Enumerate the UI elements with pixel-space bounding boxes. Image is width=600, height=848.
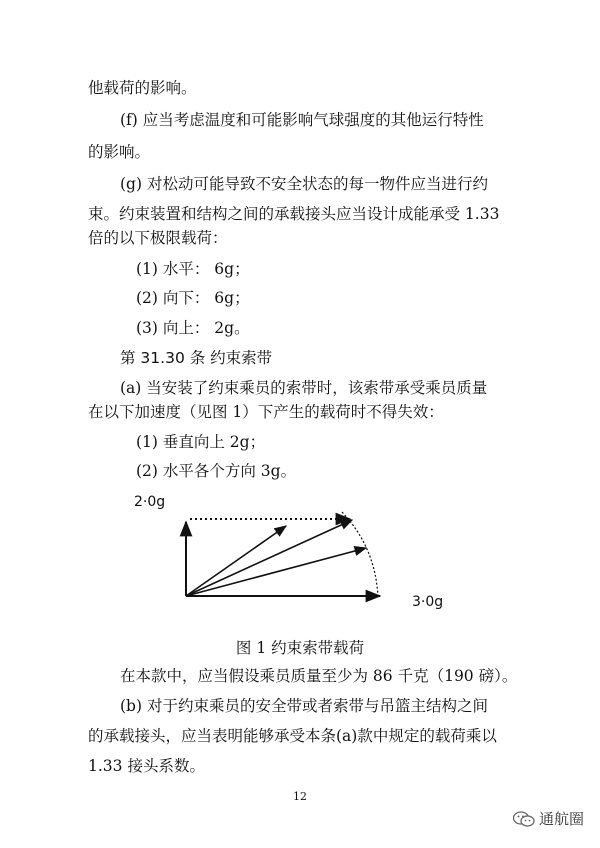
text-line: 的承载接头，应当表明能够承受本条(a)款中规定的载荷乘以: [88, 727, 497, 745]
load-vector: [186, 520, 352, 596]
text-line: 1.33 接头系数。: [88, 757, 205, 775]
page-number: 12: [293, 790, 307, 803]
watermark-text: 通航圈: [538, 810, 584, 828]
list-item: (2) 水平各个方向 3g。: [136, 462, 297, 480]
list-item: (2) 向下： 6g；: [136, 289, 250, 307]
list-item: (3) 向上： 2g。: [136, 319, 250, 337]
text-line: (g) 对松动可能导致不安全状态的每一物件应当进行约: [120, 175, 488, 193]
list-item: (1) 垂直向上 2g；: [136, 433, 266, 451]
text-line: 倍的以下极限载荷：: [88, 229, 228, 247]
text-line: (f) 应当考虑温度和可能影响气球强度的其他运行特性: [120, 111, 484, 129]
watermark: [513, 808, 584, 829]
text-line: 在本款中，应当假设乘员质量至少为 86 千克（190 磅）。: [120, 667, 518, 685]
figure-x-label: 3·0g: [412, 594, 444, 610]
figure-y-label: 2·0g: [134, 494, 166, 510]
wechat-icon: [513, 810, 535, 828]
load-vector: [186, 526, 286, 596]
text-line: (b) 对于约束乘员的安全带或者索带与吊篮主结构之间: [120, 697, 488, 715]
list-item: (1) 水平： 6g；: [136, 260, 250, 278]
text-line: (a) 当安装了约束乘员的索带时，该索带承受乘员质量: [120, 379, 488, 397]
section-heading: 第 31.30 条 约束索带: [120, 349, 273, 367]
text-line: 束。约束装置和结构之间的承载接头应当设计成能承受 1.33: [88, 205, 500, 223]
text-line: 的影响。: [88, 143, 151, 161]
text-line: 在以下加速度（见图 1）下产生的载荷时不得失效：: [88, 403, 444, 421]
dotted-arc: [342, 512, 378, 598]
text-line: 他载荷的影响。: [88, 79, 197, 97]
load-vector: [186, 548, 366, 596]
figure-caption: 图 1 约束索带载荷: [235, 639, 365, 657]
